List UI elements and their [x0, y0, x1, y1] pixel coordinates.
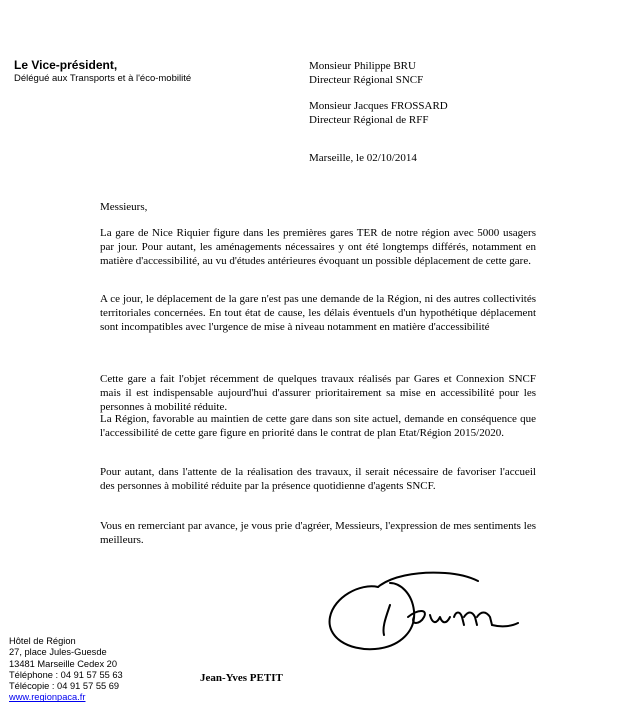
footer-line-1: Hôtel de Région	[9, 636, 76, 646]
footer-address	[9, 636, 123, 704]
closing-formula: Vous en remerciant par avance, je vous prie d'agréer, Messieurs, l'expression de mes sentiments les meilleurs.	[100, 520, 536, 547]
sender-title: Le Vice-président,	[14, 58, 118, 72]
handwritten-signature	[320, 565, 525, 655]
signer-name: Jean-Yves PETIT	[200, 672, 283, 684]
body-paragraph-4: La Région, favorable au maintien de cette gare dans son site actuel, demande en conséquence que l'accessibilité de cette gare figure en priorité dans le contrat de plan Etat/Région 2015/2020.	[100, 413, 536, 440]
salutation: Messieurs,	[100, 201, 148, 213]
body-paragraph-3: Cette gare a fait l'objet récemment de quelques travaux réalisés par Gares et Connexion SNCF mais il est indispensable aujourd'hui d'assurer prioritairement sa mise en accessibilité pour les personnes à mobilité réduite.	[100, 373, 536, 414]
footer-website-link[interactable]: www.regionpaca.fr	[9, 692, 86, 703]
recipient-2-role: Directeur Régional de RFF	[309, 114, 429, 126]
body-paragraph-5: Pour autant, dans l'attente de la réalisation des travaux, il serait nécessaire de favoriser l'accueil des personnes à mobilité réduite par la présence quotidienne d'agents SNCF.	[100, 466, 536, 493]
recipient-1-role: Directeur Régional SNCF	[309, 74, 424, 86]
footer-line-3: 13481 Marseille Cedex 20	[9, 658, 118, 669]
recipients-block	[309, 59, 448, 127]
letter-date: Marseille, le 02/10/2014	[309, 152, 417, 164]
sender-block	[14, 58, 191, 85]
footer-phone: Téléphone : 04 91 57 55 63	[9, 669, 123, 680]
body-paragraph-1: La gare de Nice Riquier figure dans les premières gares TER de notre région avec 5000 usagers par jour. Pour autant, les aménagements nécessaires y ont été longtemps différés, notamment en matière d'accessibilité, au vu d'études antérieures évoquant un possible déplacement de cette gare.	[100, 227, 536, 268]
body-paragraph-2: A ce jour, le déplacement de la gare n'est pas une demande de la Région, ni des autres collectivités territoriales concernées. En tout état de cause, les délais éventuels d'un hypothétique déplacement sont incompatibles avec l'urgence de mise à niveau notamment en matière d'accessibilité	[100, 293, 536, 334]
recipient-2-name: Monsieur Jacques FROSSARD	[309, 100, 448, 112]
footer-fax: Télécopie : 04 91 57 55 69	[9, 681, 120, 692]
sender-subtitle: Délégué aux Transports et à l'éco-mobilité	[14, 73, 192, 84]
footer-line-2: 27, place Jules-Guesde	[9, 647, 107, 658]
recipient-1-name: Monsieur Philippe BRU	[309, 60, 416, 72]
